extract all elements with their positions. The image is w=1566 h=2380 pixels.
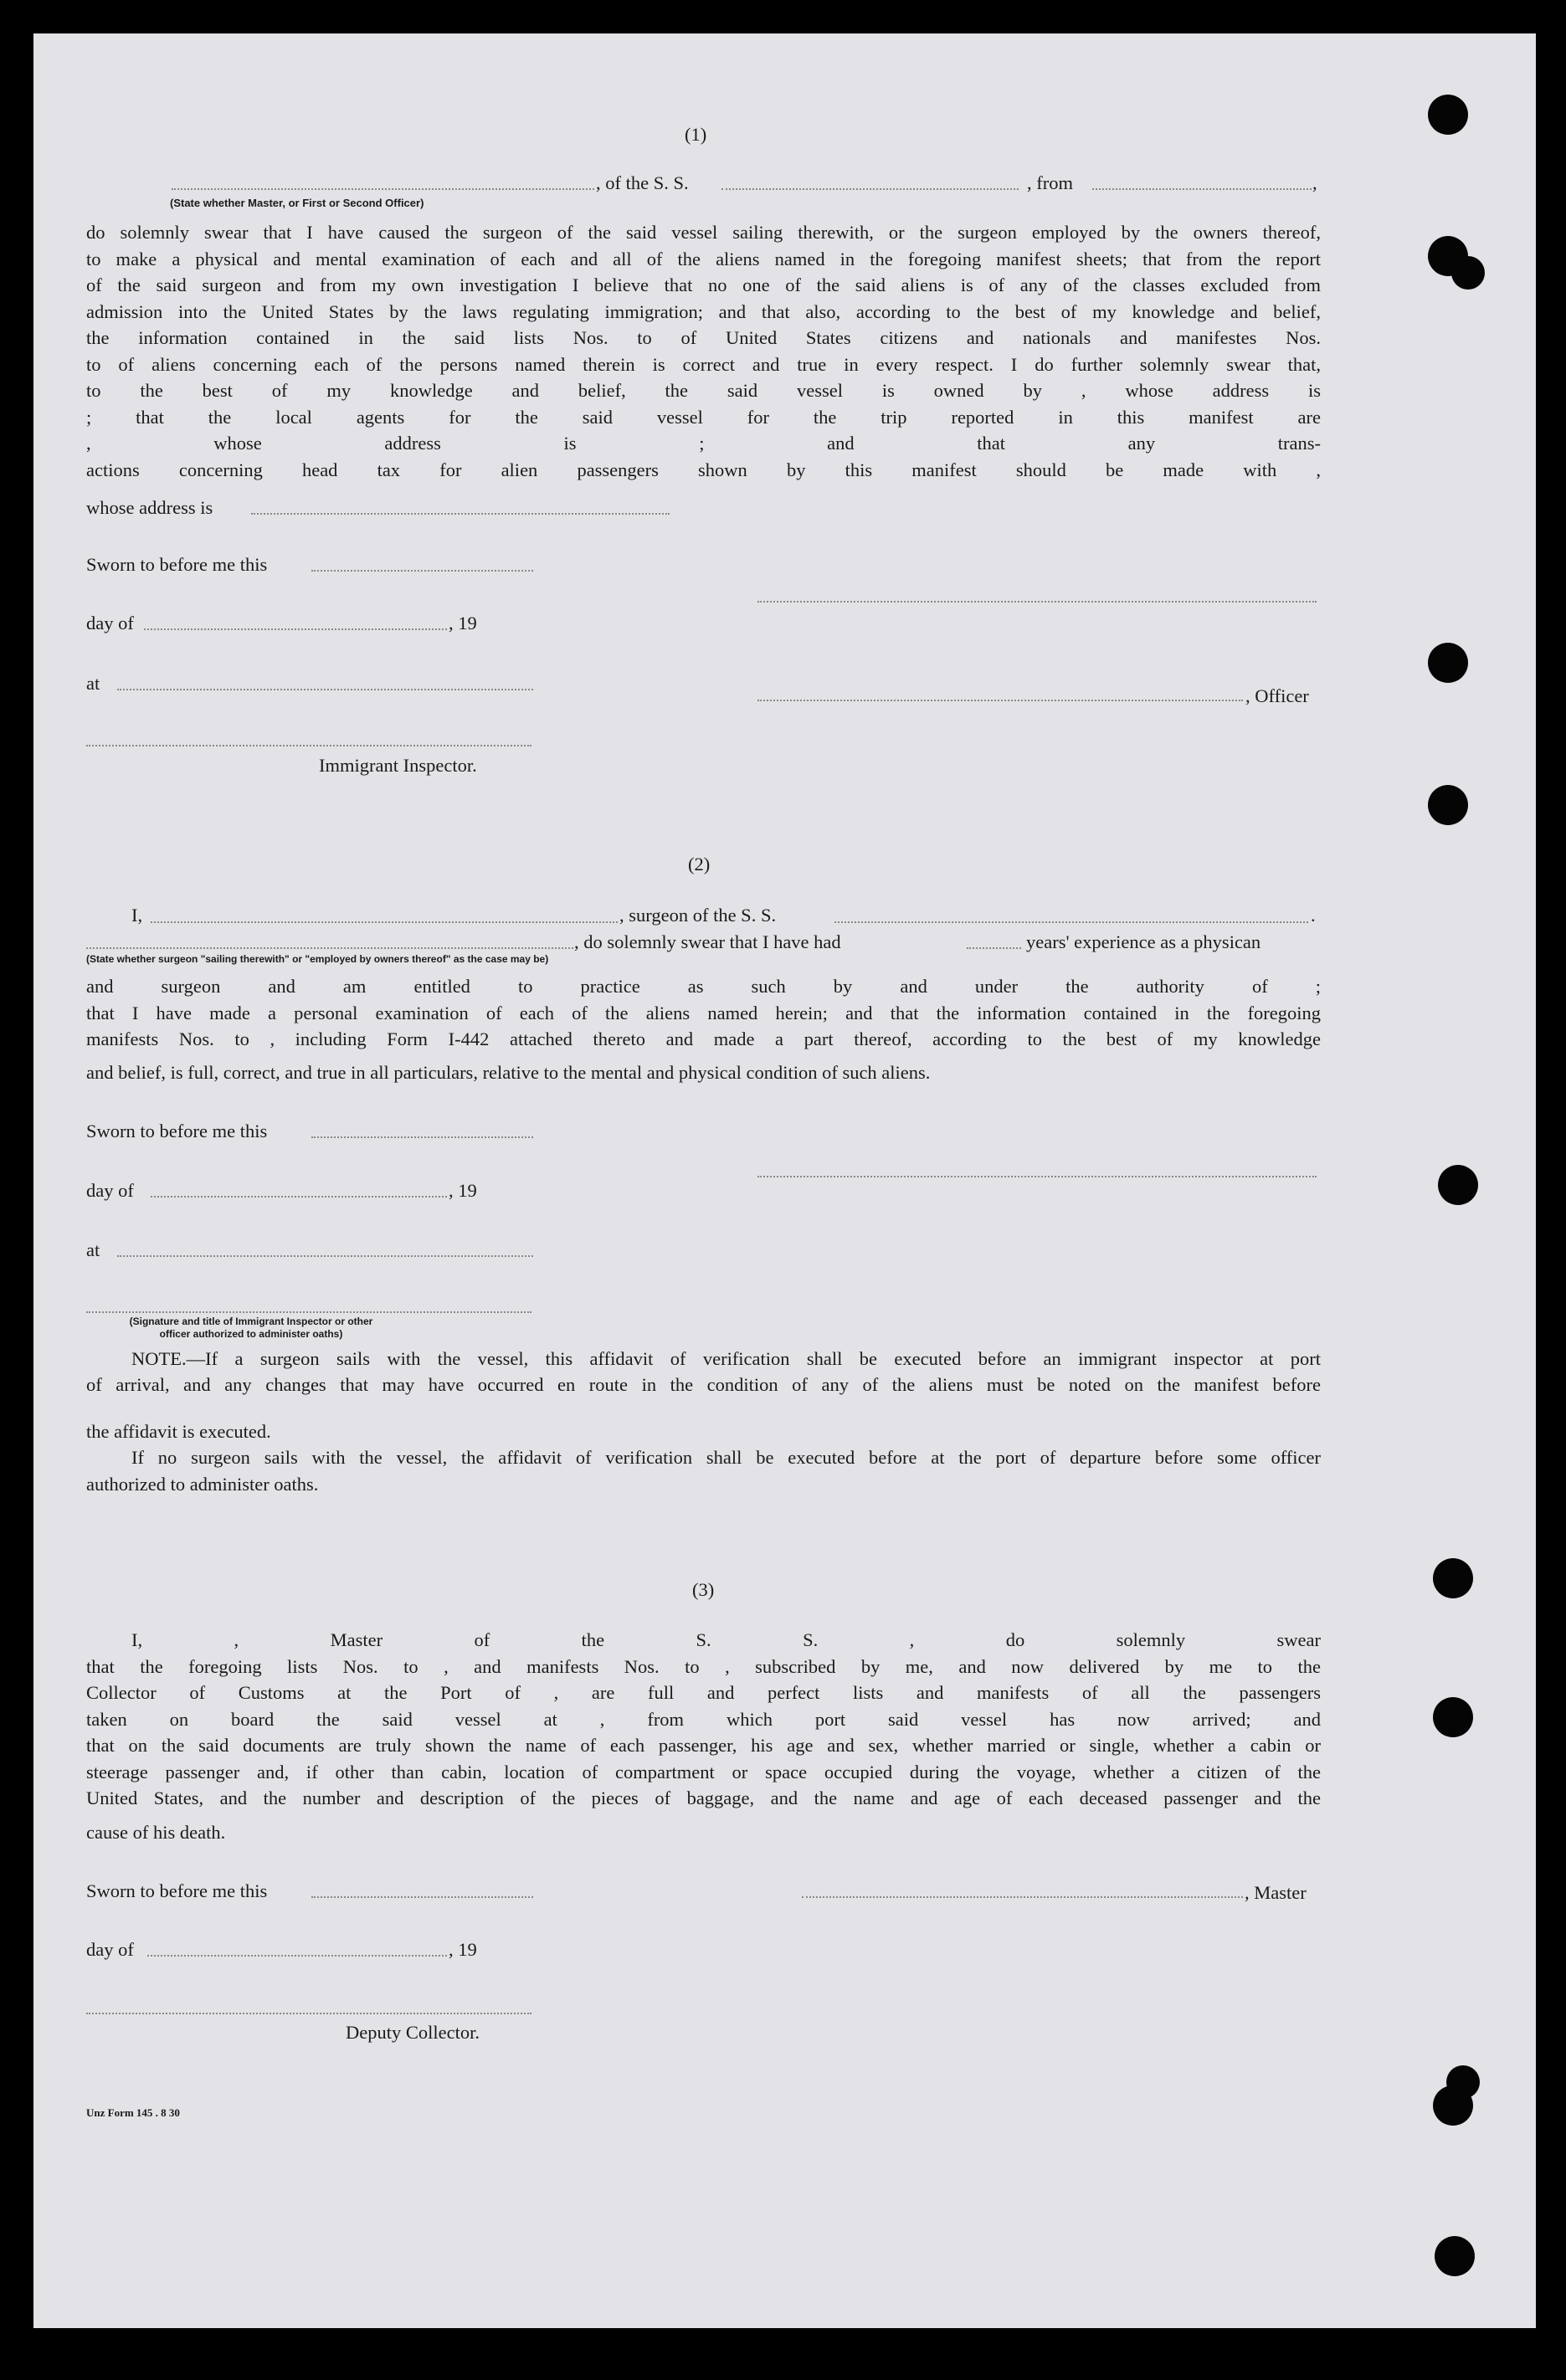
- punch-hole: [1435, 2236, 1475, 2276]
- surgeon-paragraph: [86, 973, 1321, 1053]
- paragraph-line: , whose address is ; and that any trans-: [86, 433, 1321, 454]
- paragraph-line: manifests Nos. to , including Form I-442 attached thereto and made a part thereof, according to the best of my knowledge: [86, 1028, 1321, 1049]
- day-of-label: day of: [86, 613, 134, 633]
- paragraph-line: that on the said documents are truly shown the name of each passenger, his age and sex, whether married or single, whether a cabin or: [86, 1735, 1321, 1756]
- signature-note-line: (Signature and title of Immigrant Inspector or other: [129, 1316, 373, 1327]
- sworn-blank: [311, 570, 533, 572]
- section-number: (1): [685, 124, 707, 145]
- year-label: , 19: [449, 1939, 477, 1960]
- section-number: (2): [688, 854, 711, 875]
- paragraph-line: admission into the United States by the laws regulating immigration; and that also, according to the best of my knowledge and belief,: [86, 300, 1321, 322]
- paragraph-last-line: and belief, is full, correct, and true in all particulars, relative to the mental and physical condition of such aliens.: [86, 1062, 931, 1083]
- name-blank: [151, 921, 618, 923]
- years-blank: [967, 947, 1021, 949]
- paragraph-line: steerage passenger and, if other than cabin, location of compartment or space occupied during the voyage, whether a citizen of the: [86, 1761, 1321, 1782]
- sworn-label: Sworn to before me this: [86, 554, 268, 575]
- note-last-line: the affidavit is executed.: [86, 1421, 271, 1442]
- comma: ,: [1312, 172, 1317, 193]
- from-label: , from: [1027, 172, 1073, 193]
- inspector-blank: [86, 745, 531, 746]
- paragraph-line: United States, and the number and description of the pieces of baggage, and the name and age of each deceased passenger and the: [86, 1788, 1321, 1808]
- paragraph-line: that I have made a personal examination of each of the aliens named herein; and that the information contained in the foregoing: [86, 1002, 1321, 1023]
- at-label: at: [86, 1239, 100, 1260]
- day-blank: [144, 628, 447, 630]
- master-note: (State whether Master, or First or Second Officer): [170, 197, 424, 209]
- inspector-label: Immigrant Inspector.: [319, 755, 477, 776]
- paragraph-last-line: cause of his death.: [86, 1822, 226, 1843]
- punch-hole: [1438, 1165, 1478, 1205]
- of-ss-label: , of the S. S.: [596, 172, 689, 193]
- paragraph-line: to make a physical and mental examination of each and all of the aliens named in the foregoing manifest sheets; that from the report: [86, 248, 1321, 269]
- punch-hole: [1428, 785, 1468, 825]
- paragraph-line: ; that the local agents for the said vessel for the trip reported in this manifest are: [86, 406, 1321, 428]
- punch-hole: [1428, 95, 1468, 135]
- master-paragraph: [86, 1627, 1321, 1812]
- signature-blank: [757, 601, 1317, 603]
- punch-hole: [1446, 2065, 1480, 2099]
- collector-blank: [86, 2013, 531, 2014]
- sworn-blank: [311, 1896, 533, 1898]
- do-swear-label: , do solemnly swear that I have had: [574, 931, 841, 952]
- from-blank: [1092, 188, 1312, 190]
- section-number: (3): [692, 1579, 715, 1600]
- paragraph-line: do solemnly swear that I have caused the surgeon of the said vessel sailing therewith, or the surgeon employed by the owners thereof,: [86, 222, 1321, 243]
- punch-hole: [1451, 256, 1485, 290]
- day-blank: [147, 1955, 447, 1957]
- at-blank: [117, 1255, 533, 1257]
- collector-label: Deputy Collector.: [346, 2022, 480, 2043]
- paragraph-line: actions concerning head tax for alien passengers shown by this manifest should be made with ,: [86, 459, 1321, 480]
- surgeon-of-label: , surgeon of the S. S.: [619, 905, 777, 926]
- note-line: of arrival, and any changes that may have occurred en route in the condition of any of the aliens must be noted on the manifest before: [86, 1374, 1321, 1395]
- vessel-blank: [834, 921, 1308, 923]
- surgeon-note: (State whether surgeon "sailing therewith" or "employed by owners thereof" as the case may be): [86, 953, 549, 965]
- affidavit-paragraph: [86, 219, 1321, 483]
- punch-hole: [1428, 643, 1468, 683]
- note-paragraph: [86, 1346, 1321, 1398]
- paragraph-line: the information contained in the said lists Nos. to of United States citizens and nationals and manifestes Nos.: [86, 327, 1321, 348]
- officer-signature-blank: [757, 700, 1243, 701]
- paragraph-line: of the said surgeon and from my own investigation I believe that no one of the said aliens is of any of the classes excluded from: [86, 274, 1321, 295]
- punch-hole: [1433, 1697, 1473, 1737]
- surgeon-status-blank: [86, 947, 573, 949]
- paragraph-line: to of aliens concerning each of the persons named therein is correct and true in every respect. I do further solemnly swear that,: [86, 353, 1321, 375]
- at-blank: [117, 689, 533, 690]
- vessel-blank: [721, 188, 1019, 190]
- master-signature-blank: [802, 1896, 1243, 1898]
- signature-note: [117, 1316, 385, 1341]
- i-label: I,: [131, 905, 143, 926]
- master-label: , Master: [1245, 1882, 1307, 1903]
- paragraph-line: Collector of Customs at the Port of , are full and perfect lists and manifests of all the passengers: [86, 1682, 1321, 1703]
- note-line: NOTE.—If a surgeon sails with the vessel, this affidavit of verification shall be executed before an immigrant inspector at port: [131, 1348, 1321, 1369]
- sworn-label: Sworn to before me this: [86, 1121, 268, 1141]
- signature-blank: [757, 1176, 1317, 1177]
- year-label: , 19: [449, 613, 477, 633]
- comma: .: [1311, 905, 1316, 926]
- day-blank: [151, 1196, 447, 1198]
- at-label: at: [86, 673, 100, 694]
- sworn-blank: [311, 1136, 533, 1138]
- punch-hole: [1433, 1558, 1473, 1598]
- note-line: If no surgeon sails with the vessel, the affidavit of verification shall be executed before at the port of departure before some officer: [131, 1447, 1321, 1468]
- years-experience-label: years' experience as a physican: [1026, 931, 1261, 952]
- paragraph-line: taken on board the said vessel at , from which port said vessel has now arrived; and: [86, 1708, 1321, 1730]
- signature-title-blank: [86, 1311, 531, 1313]
- address-blank: [251, 513, 670, 515]
- officer-blank: [172, 188, 594, 190]
- note2-last-line: authorized to administer oaths.: [86, 1474, 319, 1495]
- paragraph-last-line: whose address is: [86, 497, 213, 518]
- sworn-label: Sworn to before me this: [86, 1880, 268, 1901]
- officer-label: , Officer: [1245, 685, 1309, 706]
- year-label: , 19: [449, 1180, 477, 1201]
- signature-note-line: officer authorized to administer oaths): [159, 1328, 343, 1340]
- note2-paragraph: [86, 1444, 1321, 1470]
- paragraph-line: that the foregoing lists Nos. to , and manifests Nos. to , subscribed by me, and now delivered by me to the: [86, 1655, 1321, 1677]
- day-of-label: day of: [86, 1180, 134, 1201]
- paragraph-line: to the best of my knowledge and belief, the said vessel is owned by , whose address is: [86, 380, 1321, 401]
- paragraph-line: and surgeon and am entitled to practice as such by and under the authority of ;: [86, 976, 1321, 997]
- day-of-label: day of: [86, 1939, 134, 1960]
- form-number: Unz Form 145 . 8 30: [86, 2106, 180, 2119]
- paragraph-line: I, , Master of the S. S. , do solemnly swear: [131, 1629, 1321, 1650]
